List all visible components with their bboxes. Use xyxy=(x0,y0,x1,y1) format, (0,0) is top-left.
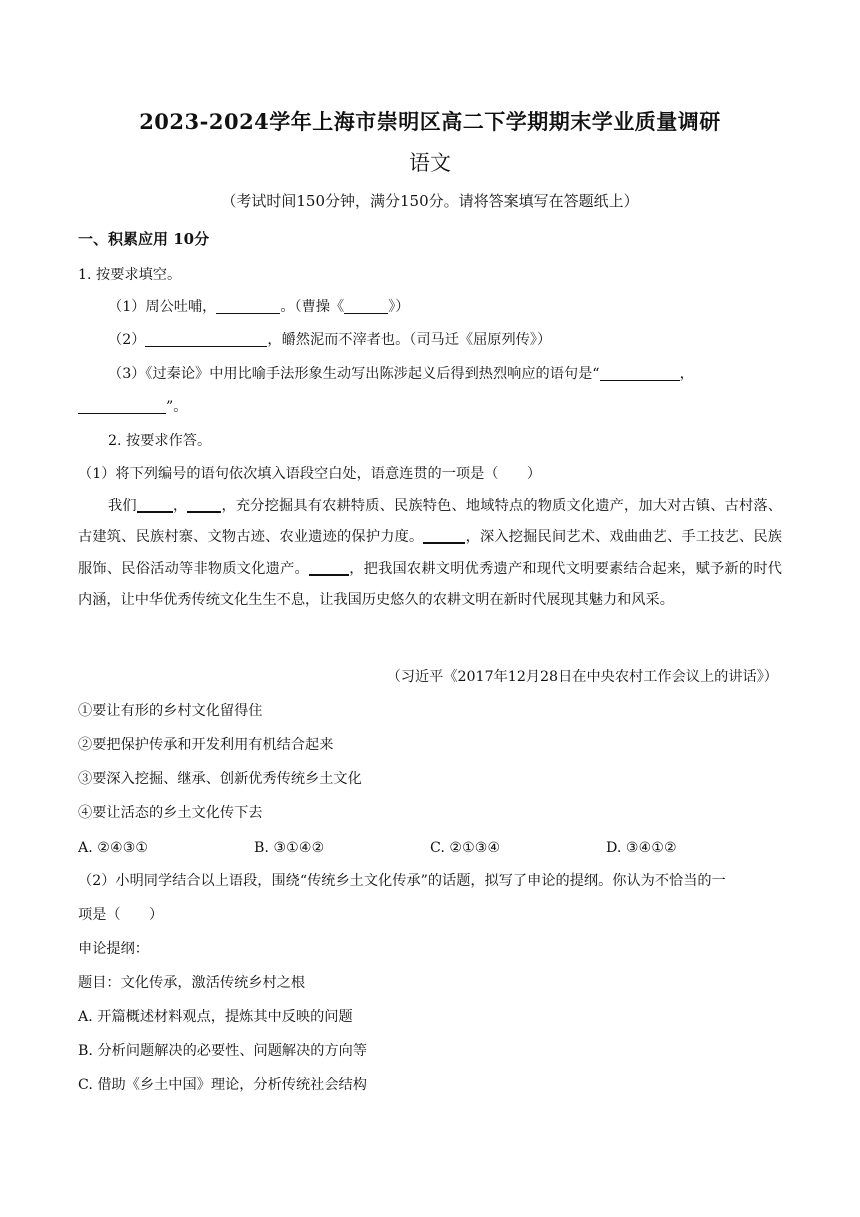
q1-1-text-b: 。（曹操《 xyxy=(280,299,345,315)
question-1-3 xyxy=(108,364,694,384)
answer-blank[interactable] xyxy=(78,398,166,414)
exam-note: （考试时间150分钟，满分150分。请将答案填写在答题纸上） xyxy=(221,192,639,210)
question-1-2 xyxy=(108,330,551,350)
passage-text: ，充分挖掘具有农耕特质、民族特色、地域特点的物质文化遗产，加大对古镇、古村落、古建筑、民族村寨、文物古迹、农业遗迹的保护力度。 xyxy=(78,498,782,546)
q1-3-text-c: ”。 xyxy=(166,399,188,415)
q1-1-text-c: 》） xyxy=(388,299,410,315)
list-item: ②要把保护传承和开发利用有机结合起来 xyxy=(78,737,334,753)
passage-text: ，把我国农耕文明优秀遗产和现代文明要素结合起来，赋予新的时代内涵，让中华优秀传统文化生生不息，让我国历史悠久的农耕文明在新时代展现其魅力和风采。 xyxy=(78,560,782,609)
q1-3-text-a: （3）《过秦论》中用比喻手法形象生动写出陈涉起义后得到热烈响应的语句是“ xyxy=(108,366,600,382)
outline-title: 题目：文化传承，激活传统乡村之根 xyxy=(78,975,306,991)
question-2-1-prompt: （1）将下列编号的语句依次填入语段空白处，语意连贯的一项是（ ） xyxy=(78,466,542,482)
answer-blank[interactable] xyxy=(216,298,280,314)
list-item: ①要让有形的乡村文化留得住 xyxy=(78,703,263,719)
choice-c[interactable]: C. ②①③④ xyxy=(430,840,501,856)
list-item: ④要让活态的乡土文化传下去 xyxy=(78,805,263,821)
subject-title: 语文 xyxy=(409,151,451,175)
question-1-label: 1. 按要求填空。 xyxy=(78,267,182,283)
question-2-label: 2. 按要求作答。 xyxy=(108,433,212,449)
choice-d[interactable]: D. ③④①② xyxy=(606,840,677,856)
q1-2-text-b: ，皭然泥而不滓者也。（司马迁《屈原列传》） xyxy=(267,332,552,348)
exam-title: 2023-2024学年上海市崇明区高二下学期期末学业质量调研 xyxy=(139,109,721,134)
q1-1-text-a: （1）周公吐哺， xyxy=(108,299,217,315)
answer-blank[interactable] xyxy=(600,365,680,381)
passage-blank xyxy=(309,559,349,576)
q1-2-text-a: （2） xyxy=(108,332,146,348)
question-1-1 xyxy=(108,297,409,317)
list-item: ③要深入挖掘、继承、创新优秀传统乡土文化 xyxy=(78,771,362,787)
citation: （习近平《2017年12月28日在中央农村工作会议上的讲话》） xyxy=(386,669,778,685)
choice-a[interactable]: A. ②④③① xyxy=(78,840,149,856)
section-heading: 一、积累应用 10分 xyxy=(78,230,210,248)
answer-blank[interactable] xyxy=(145,331,267,347)
answer-blank[interactable] xyxy=(344,298,388,314)
question-1-3-cont xyxy=(78,397,187,417)
passage-text: ， xyxy=(172,498,188,514)
outline-item: C. 借助《乡土中国》理论，分析传统社会结构 xyxy=(78,1077,367,1093)
choice-b[interactable]: B. ③①④② xyxy=(254,840,325,856)
question-2-2-prompt-cont: 项是（ ） xyxy=(78,907,164,923)
passage-blank xyxy=(423,527,465,544)
passage xyxy=(78,491,782,617)
q1-3-text-b: ， xyxy=(679,366,694,382)
outline-label: 申论提纲： xyxy=(78,941,149,957)
outline-item: A. 开篇概述材料观点，提炼其中反映的问题 xyxy=(78,1009,353,1025)
passage-text: ，深入挖掘民间艺术、戏曲曲艺、手工技艺、民族服饰、民俗活动等非物质文化遗产。 xyxy=(78,529,782,577)
passage-text: 我们 xyxy=(108,498,137,514)
passage-blank xyxy=(137,496,173,513)
question-2-2-prompt: （2）小明同学结合以上语段，围绕“传统乡土文化传承”的话题，拟写了申论的提纲。你认为不恰当的一 xyxy=(78,873,726,889)
outline-item: B. 分析问题解决的必要性、问题解决的方向等 xyxy=(78,1043,368,1059)
passage-blank xyxy=(187,496,221,513)
